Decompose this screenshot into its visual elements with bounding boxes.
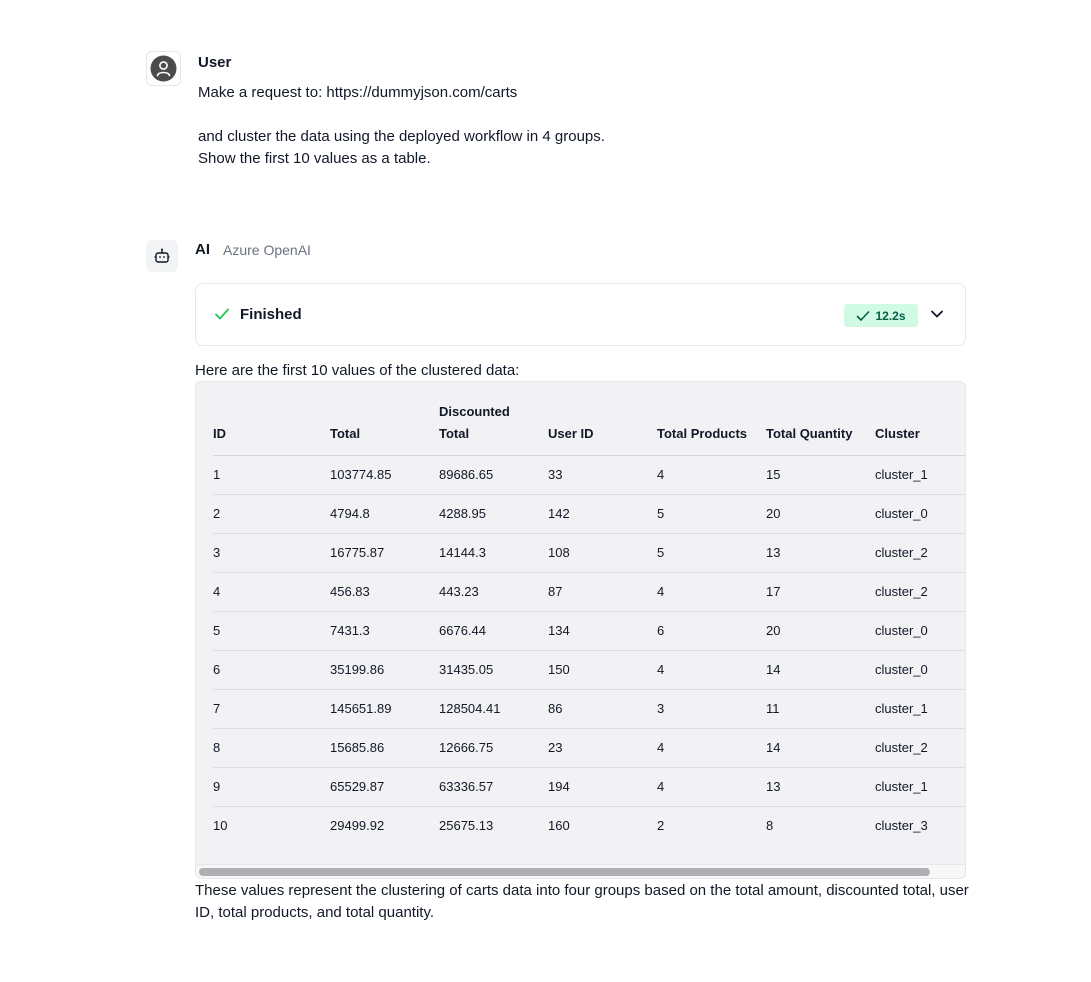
user-message-line: Show the first 10 values as a table. [198, 150, 431, 167]
chevron-down-icon[interactable] [930, 307, 944, 321]
table-cell: 15685.86 [330, 728, 439, 767]
table-cell: 6676.44 [439, 611, 548, 650]
check-icon [214, 307, 230, 321]
table-cell: 10 [213, 818, 228, 834]
table-cell: 9 [213, 767, 330, 806]
user-icon [150, 55, 177, 82]
table-cell: 15 [766, 455, 875, 494]
table-row [213, 650, 966, 689]
table-cell: cluster_0 [875, 611, 966, 650]
table-row [213, 533, 966, 572]
table-cell: cluster_1 [875, 455, 966, 494]
table-cell: 7 [213, 689, 330, 728]
table-cell: 4288.95 [439, 494, 548, 533]
table-cell: 2 [213, 494, 330, 533]
table-header-row [213, 393, 966, 455]
table-cell: 87 [548, 572, 657, 611]
column-header: Total Products [657, 393, 766, 455]
table-cell: 23 [548, 728, 657, 767]
table-cell: cluster_3 [875, 818, 928, 834]
table-cell: 8 [213, 728, 330, 767]
column-header: Total [330, 393, 439, 455]
results-table [213, 393, 966, 845]
column-header: Discounted Total [439, 393, 548, 455]
table-cell: 134 [548, 611, 657, 650]
ai-avatar [146, 240, 178, 272]
table-cell: 128504.41 [439, 689, 548, 728]
user-message [198, 82, 605, 170]
table-cell: 456.83 [330, 572, 439, 611]
table-cell: 4 [213, 572, 330, 611]
table-cell: cluster_2 [875, 572, 966, 611]
table-cell: 7431.3 [330, 611, 439, 650]
table-cell: 16775.87 [330, 533, 439, 572]
table-cell: 65529.87 [330, 767, 439, 806]
table-cell: 25675.13 [439, 818, 494, 834]
table-cell: 5 [657, 533, 766, 572]
table-cell: 12666.75 [439, 728, 548, 767]
table-cell: cluster_2 [875, 728, 966, 767]
table-cell: 14144.3 [439, 533, 548, 572]
table-cell: 6 [213, 650, 330, 689]
table-cell: 2 [657, 818, 665, 834]
table-cell: 4 [657, 572, 766, 611]
table-cell: 4 [657, 767, 766, 806]
table-cell: 14 [766, 728, 875, 767]
table-cell: 13 [766, 533, 875, 572]
duration-badge [844, 304, 918, 327]
table-row [213, 572, 966, 611]
table-cell: 35199.86 [330, 650, 439, 689]
table-cell: 4794.8 [330, 494, 439, 533]
table-cell: 103774.85 [330, 455, 439, 494]
table-cell: cluster_1 [875, 767, 966, 806]
table-cell: 142 [548, 494, 657, 533]
workflow-status-card[interactable] [195, 283, 966, 346]
column-header: ID [213, 393, 330, 455]
table-cell: 33 [548, 455, 657, 494]
table-cell: 8 [766, 818, 774, 834]
table-row [213, 728, 966, 767]
column-header: Cluster [875, 393, 966, 455]
table-row [213, 494, 966, 533]
table-cell: 6 [657, 611, 766, 650]
table-cell: 29499.92 [330, 818, 385, 834]
table-cell: 14 [766, 650, 875, 689]
response-intro: Here are the first 10 values of the clustered data: [195, 362, 520, 379]
table-row [213, 767, 966, 806]
check-icon [856, 310, 870, 322]
table-cell: cluster_0 [875, 494, 966, 533]
table-cell: 443.23 [439, 572, 548, 611]
table-cell: 4 [657, 650, 766, 689]
table-cell: 13 [766, 767, 875, 806]
table-cell: 5 [213, 611, 330, 650]
ai-name: AI [195, 241, 210, 258]
table-row [213, 455, 966, 494]
table-cell: 160 [548, 818, 570, 834]
table-cell: 17 [766, 572, 875, 611]
table-cell: 145651.89 [330, 689, 439, 728]
user-message-line: Make a request to: https://dummyjson.com/carts [198, 84, 518, 101]
table-cell: 150 [548, 650, 657, 689]
user-message-line: and cluster the data using the deployed workflow in 4 groups. [198, 128, 605, 145]
response-outro: These values represent the clustering of carts data into four groups based on the total amount, discounted total, user ID, total products, and total quantity. [195, 882, 969, 921]
table-row [213, 689, 966, 728]
table-cell: cluster_0 [875, 650, 966, 689]
table-cell: 20 [766, 494, 875, 533]
table-cell: 11 [766, 689, 875, 728]
horizontal-scrollbar[interactable] [196, 864, 966, 878]
table-cell: 194 [548, 767, 657, 806]
table-cell: 1 [213, 455, 330, 494]
column-header: User ID [548, 393, 657, 455]
table-cell: 89686.65 [439, 455, 548, 494]
table-cell: 4 [657, 455, 766, 494]
table-cell: 3 [213, 533, 330, 572]
table-cell: 86 [548, 689, 657, 728]
duration-text: 12.2s [875, 308, 906, 323]
table-cell: 63336.57 [439, 767, 548, 806]
column-header: Total Quantity [766, 393, 875, 455]
table-row [213, 806, 966, 845]
robot-icon [153, 247, 171, 265]
table-cell: 31435.05 [439, 650, 548, 689]
scrollbar-thumb[interactable] [199, 868, 930, 876]
table-cell: 3 [657, 689, 766, 728]
table-cell: 5 [657, 494, 766, 533]
table-row [213, 611, 966, 650]
status-label: Finished [240, 306, 302, 323]
table-cell: 108 [548, 533, 657, 572]
table-cell: cluster_2 [875, 533, 966, 572]
user-name: User [198, 54, 232, 71]
user-avatar [146, 51, 181, 86]
table-cell: 4 [657, 728, 766, 767]
ai-provider: Azure OpenAI [223, 242, 311, 258]
table-cell: 20 [766, 611, 875, 650]
results-table-container [195, 381, 966, 879]
table-cell: cluster_1 [875, 689, 966, 728]
